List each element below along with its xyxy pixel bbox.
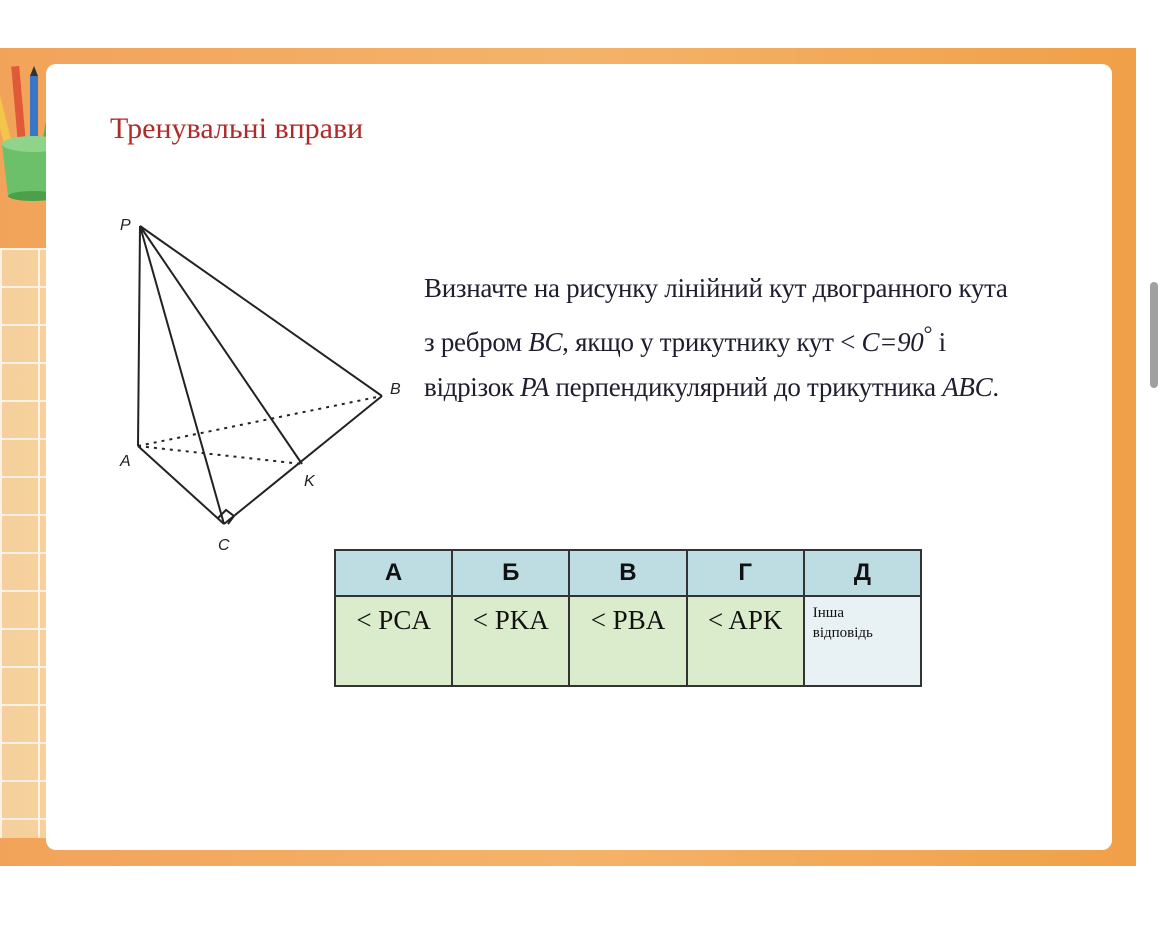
edge-PB (140, 226, 382, 396)
edge-CB (224, 396, 382, 524)
answer-option-b[interactable]: < PKA (452, 596, 569, 686)
answer-header-b: Б (452, 550, 569, 596)
label-P: P (120, 217, 131, 234)
answer-table (334, 549, 922, 687)
pyramid-figure (100, 200, 420, 560)
grid-decoration (0, 248, 46, 838)
answer-header-a: А (335, 550, 452, 596)
answer-option-d[interactable]: Інша відповідь (804, 596, 921, 686)
slide-title: Тренувальні вправи (110, 112, 364, 145)
answer-header-d: Д (804, 550, 921, 596)
answer-option-v[interactable]: < PBA (569, 596, 686, 686)
edge-AC (138, 446, 224, 524)
answer-header-v: В (569, 550, 686, 596)
edge-AK-dashed (138, 446, 302, 464)
answer-header-row (335, 550, 921, 596)
answer-option-a[interactable]: < PCA (335, 596, 452, 686)
problem-statement: Визначте на рисунку лінійний кут двогранного кута з ребром BC, якщо у трикутнику кут < C=90° і відрізок PA перпендикулярний до трикутника ABC. (424, 273, 1008, 402)
edge-PA (138, 226, 140, 446)
edge-PC (140, 226, 224, 524)
label-K: K (304, 473, 315, 490)
vertical-scrollbar[interactable] (1150, 282, 1158, 388)
label-B: B (390, 381, 401, 398)
label-A: A (120, 453, 131, 470)
answer-option-g[interactable]: < APK (687, 596, 804, 686)
edge-PK (140, 226, 302, 464)
answer-options-row (335, 596, 921, 686)
answer-header-g: Г (687, 550, 804, 596)
label-C: C (218, 537, 230, 554)
